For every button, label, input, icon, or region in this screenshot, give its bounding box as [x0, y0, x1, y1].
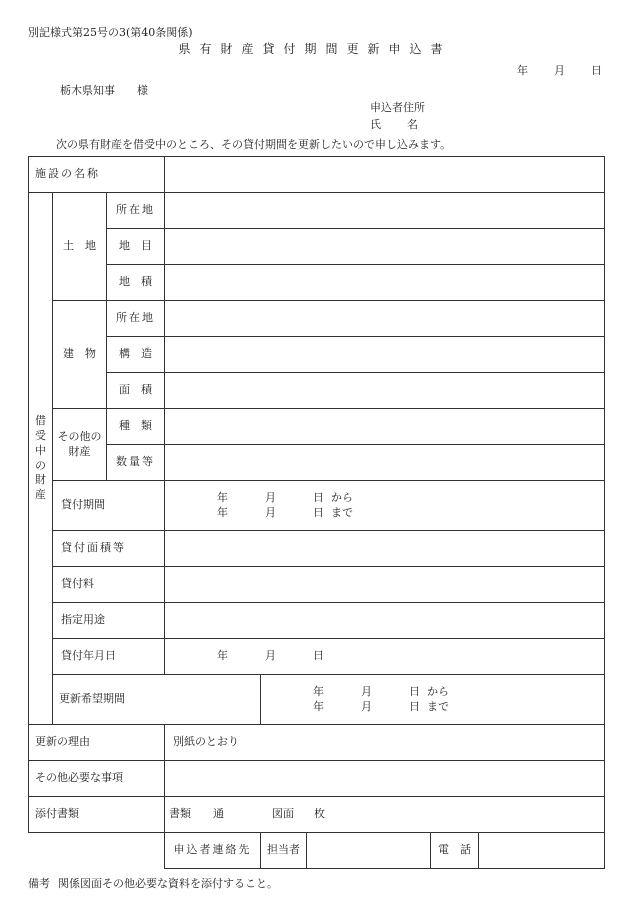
- intro-text: 次の県有財産を借受中のところ、その貸付期間を更新したいので申し込みます。: [56, 138, 452, 151]
- borrowed-char-3: 中: [35, 443, 46, 457]
- borrowed-char-6: 産: [35, 488, 46, 502]
- loan-area-text: 貸付面積等: [61, 541, 126, 555]
- other-property-label: その他の財産: [53, 409, 107, 481]
- date-line: [491, 62, 602, 78]
- kind-label: 種 類: [107, 409, 165, 445]
- land-label: 土 地: [53, 193, 107, 301]
- loan-until-label: まで: [331, 505, 353, 519]
- borrowed-char-4: の: [35, 458, 46, 472]
- renewal-from-month: 月: [361, 684, 372, 698]
- renewal-until-label: まで: [427, 699, 449, 713]
- renewal-until-day: 日: [409, 699, 420, 713]
- loan-date-year: 年: [217, 649, 228, 663]
- loan-date-label: [53, 639, 165, 675]
- date-year: 年: [517, 64, 528, 77]
- applicant-name-part1: 氏: [370, 118, 381, 131]
- date-month: 月: [554, 64, 565, 77]
- drawings-unit: 枚: [314, 807, 325, 821]
- loan-from-year: 年: [217, 490, 228, 504]
- facility-name-text: 施設の名称: [35, 167, 100, 181]
- designated-use-value[interactable]: [165, 603, 605, 639]
- loan-from-day: 日: [313, 490, 324, 504]
- borrowed-property-label: [29, 193, 53, 725]
- renewal-until-year: 年: [313, 699, 324, 713]
- loan-area-value[interactable]: [165, 531, 605, 567]
- renewal-reason-value[interactable]: 別紙のとおり: [165, 725, 605, 761]
- renewal-from-day: 日: [409, 684, 420, 698]
- land-area-label: 地 積: [107, 265, 165, 301]
- phone-label: 電 話: [431, 833, 479, 869]
- addressee-name: 栃木県知事: [60, 84, 115, 97]
- kind-value[interactable]: [165, 409, 605, 445]
- renewal-reason-label: [29, 725, 165, 761]
- attachments-label: [29, 797, 165, 833]
- docs-label: 書類: [169, 807, 191, 821]
- attachments-value[interactable]: [165, 797, 605, 833]
- designated-use-label: [53, 603, 165, 639]
- other-matters-text: その他必要な事項: [35, 771, 123, 785]
- building-location-value[interactable]: [165, 301, 605, 337]
- land-location-label: 所在地: [107, 193, 165, 229]
- land-category-value[interactable]: [165, 229, 605, 265]
- other-matters-value[interactable]: [165, 761, 605, 797]
- form-reference: 別記様式第25号の3(第40条関係): [28, 26, 193, 39]
- renewal-reason-text: 更新の理由: [35, 735, 90, 749]
- loan-period-from-line: [217, 491, 604, 506]
- person-in-charge-label: 担当者: [261, 833, 307, 869]
- facility-name-value[interactable]: [165, 157, 605, 193]
- loan-from-month: 月: [265, 490, 276, 504]
- other-matters-label: [29, 761, 165, 797]
- drawings-label: 図面: [272, 807, 294, 821]
- land-category-label: 地 目: [107, 229, 165, 265]
- renewal-from-label: から: [427, 684, 449, 698]
- contact-label: 申込者連絡先: [165, 833, 261, 869]
- quantity-label: 数量等: [107, 445, 165, 481]
- date-day: 日: [591, 64, 602, 77]
- loan-period-until-line: [217, 506, 604, 521]
- addressee-honorific: 様: [137, 84, 148, 97]
- floor-area-label: 面 積: [107, 373, 165, 409]
- renewal-period-label: [53, 675, 261, 725]
- renewal-from-year: 年: [313, 684, 324, 698]
- quantity-value[interactable]: [165, 445, 605, 481]
- applicant-name-part2: 名: [407, 118, 418, 131]
- loan-period-label: [53, 481, 165, 531]
- building-label: 建 物: [53, 301, 107, 409]
- remarks-label: 備考: [28, 877, 50, 890]
- rent-label: [53, 567, 165, 603]
- loan-period-value[interactable]: [165, 481, 605, 531]
- loan-from-label: から: [331, 490, 353, 504]
- loan-until-year: 年: [217, 505, 228, 519]
- remarks: [28, 875, 278, 891]
- loan-date-text: 貸付年月日: [61, 649, 116, 663]
- phone-value[interactable]: [479, 833, 605, 869]
- remarks-text: 関係図面その他必要な資料を添付すること。: [58, 877, 278, 890]
- applicant-name-label: [370, 116, 418, 132]
- land-area-value[interactable]: [165, 265, 605, 301]
- designated-use-text: 指定用途: [61, 613, 105, 627]
- renewal-period-text: 更新希望期間: [59, 692, 125, 706]
- addressee: [60, 82, 148, 98]
- application-table: [28, 156, 605, 869]
- loan-period-text: 貸付期間: [61, 498, 105, 512]
- loan-until-day: 日: [313, 505, 324, 519]
- renewal-period-value[interactable]: [261, 675, 605, 725]
- rent-text: 貸付料: [61, 577, 94, 591]
- loan-area-label: [53, 531, 165, 567]
- loan-until-month: 月: [265, 505, 276, 519]
- person-in-charge-value[interactable]: [307, 833, 431, 869]
- rent-value[interactable]: [165, 567, 605, 603]
- docs-unit: 通: [213, 807, 224, 821]
- loan-date-day: 日: [313, 649, 324, 663]
- renewal-from-line: [313, 685, 604, 700]
- applicant-address-label: 申込者住所: [370, 101, 425, 114]
- borrowed-char-1: 借: [35, 413, 46, 427]
- attachments-text: 添付書類: [35, 807, 79, 821]
- loan-date-value[interactable]: [165, 639, 605, 675]
- facility-name-label: [29, 157, 165, 193]
- borrowed-char-5: 財: [35, 473, 46, 487]
- loan-date-month: 月: [265, 649, 276, 663]
- building-location-label: 所在地: [107, 301, 165, 337]
- structure-value[interactable]: [165, 337, 605, 373]
- form-title: 県有財産貸付期間更新申込書: [178, 42, 452, 56]
- renewal-until-line: [313, 700, 604, 715]
- land-location-value[interactable]: [165, 193, 605, 229]
- borrowed-char-2: 受: [35, 428, 46, 442]
- contact-row-spacer: [29, 833, 165, 869]
- structure-label: 構 造: [107, 337, 165, 373]
- floor-area-value[interactable]: [165, 373, 605, 409]
- renewal-until-month: 月: [361, 699, 372, 713]
